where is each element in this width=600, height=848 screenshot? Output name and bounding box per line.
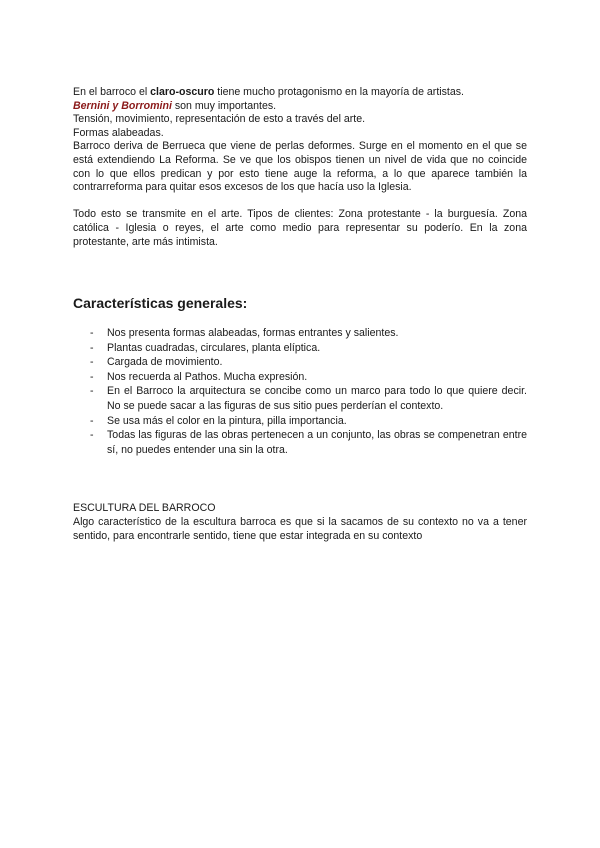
- list-item-text: Cargada de movimiento.: [107, 356, 223, 369]
- intro-line-1-end: tiene mucho protagonismo en la mayoría de artistas.: [214, 86, 465, 98]
- intro-line-2: [73, 100, 527, 114]
- intro-line-1-start: En el barroco el: [73, 86, 151, 98]
- bullet-dash: -: [90, 327, 94, 339]
- bullet-dash: -: [90, 414, 94, 427]
- reforma-paragraph: Barroco deriva de Berrueca que viene de perlas deformes. Surge en el momento en el que se está extendiendo La Reforma. Se ve que los obispos tienen un nivel de vida que no coincide con lo que ellos predican y por esto tiene auge la reforma, a lo que aparece también la contrarreforma para quitar esos excesos de los que hacía uso la Iglesia.: [73, 140, 527, 194]
- list-item: [90, 414, 527, 429]
- intro-block: [73, 86, 527, 249]
- section-heading: Características generales:: [73, 295, 248, 311]
- list-item-text: Plantas cuadradas, circulares, planta elíptica.: [107, 341, 321, 354]
- characteristics-list: [90, 326, 527, 457]
- list-item: [90, 326, 527, 341]
- list-item-text: Todas las figuras de las obras pertenecen a un conjunto, las obras se compenetran entre sí, no puedes entender una sin la otra.: [107, 429, 527, 456]
- artists-names: Bernini y Borromini: [73, 99, 172, 112]
- intro-line-3: Tensión, movimiento, representación de esto a través del arte.: [73, 113, 366, 126]
- clientes-paragraph: Todo esto se transmite en el arte. Tipos de clientes: Zona protestante - la burguesía. Zona católica - Iglesia o reyes, el arte como medio para representar su poderío. En la zona protestante, arte más intimista.: [73, 208, 527, 248]
- blank-line: [73, 195, 527, 209]
- escultura-paragraph: Algo característico de la escultura barroca es que si la sacamos de su contexto no va a tener sentido, para encontrarle sentido, tiene que estar integrada en su contexto: [73, 516, 527, 542]
- list-item: [90, 370, 527, 385]
- artists-comment: son muy importantes.: [171, 99, 277, 112]
- list-item-text: Nos presenta formas alabeadas, formas entrantes y salientes.: [107, 327, 399, 339]
- list-item: [90, 428, 527, 457]
- intro-line-4: Formas alabeadas.: [73, 126, 164, 139]
- bullet-dash: -: [90, 341, 94, 354]
- list-item-text: En el Barroco la arquitectura se concibe como un marco para todo lo que quiere decir. No se puede sacar a las figuras de sus sitio pues perderían el contexto.: [107, 385, 527, 412]
- list-item: [90, 384, 527, 413]
- intro-line-1: [73, 86, 527, 100]
- list-item-text: Nos recuerda al Pathos. Mucha expresión.: [107, 370, 308, 383]
- claro-oscuro-term: claro-oscuro: [150, 86, 215, 98]
- list-item: [90, 355, 527, 370]
- list-item: [90, 341, 527, 356]
- escultura-title: ESCULTURA DEL BARROCO: [73, 502, 216, 514]
- bullet-dash: -: [90, 356, 94, 369]
- bullet-dash: -: [90, 429, 94, 442]
- list-item-text: Se usa más el color en la pintura, pilla importancia.: [107, 414, 347, 427]
- bullet-dash: -: [90, 370, 94, 383]
- bullet-dash: -: [90, 385, 94, 398]
